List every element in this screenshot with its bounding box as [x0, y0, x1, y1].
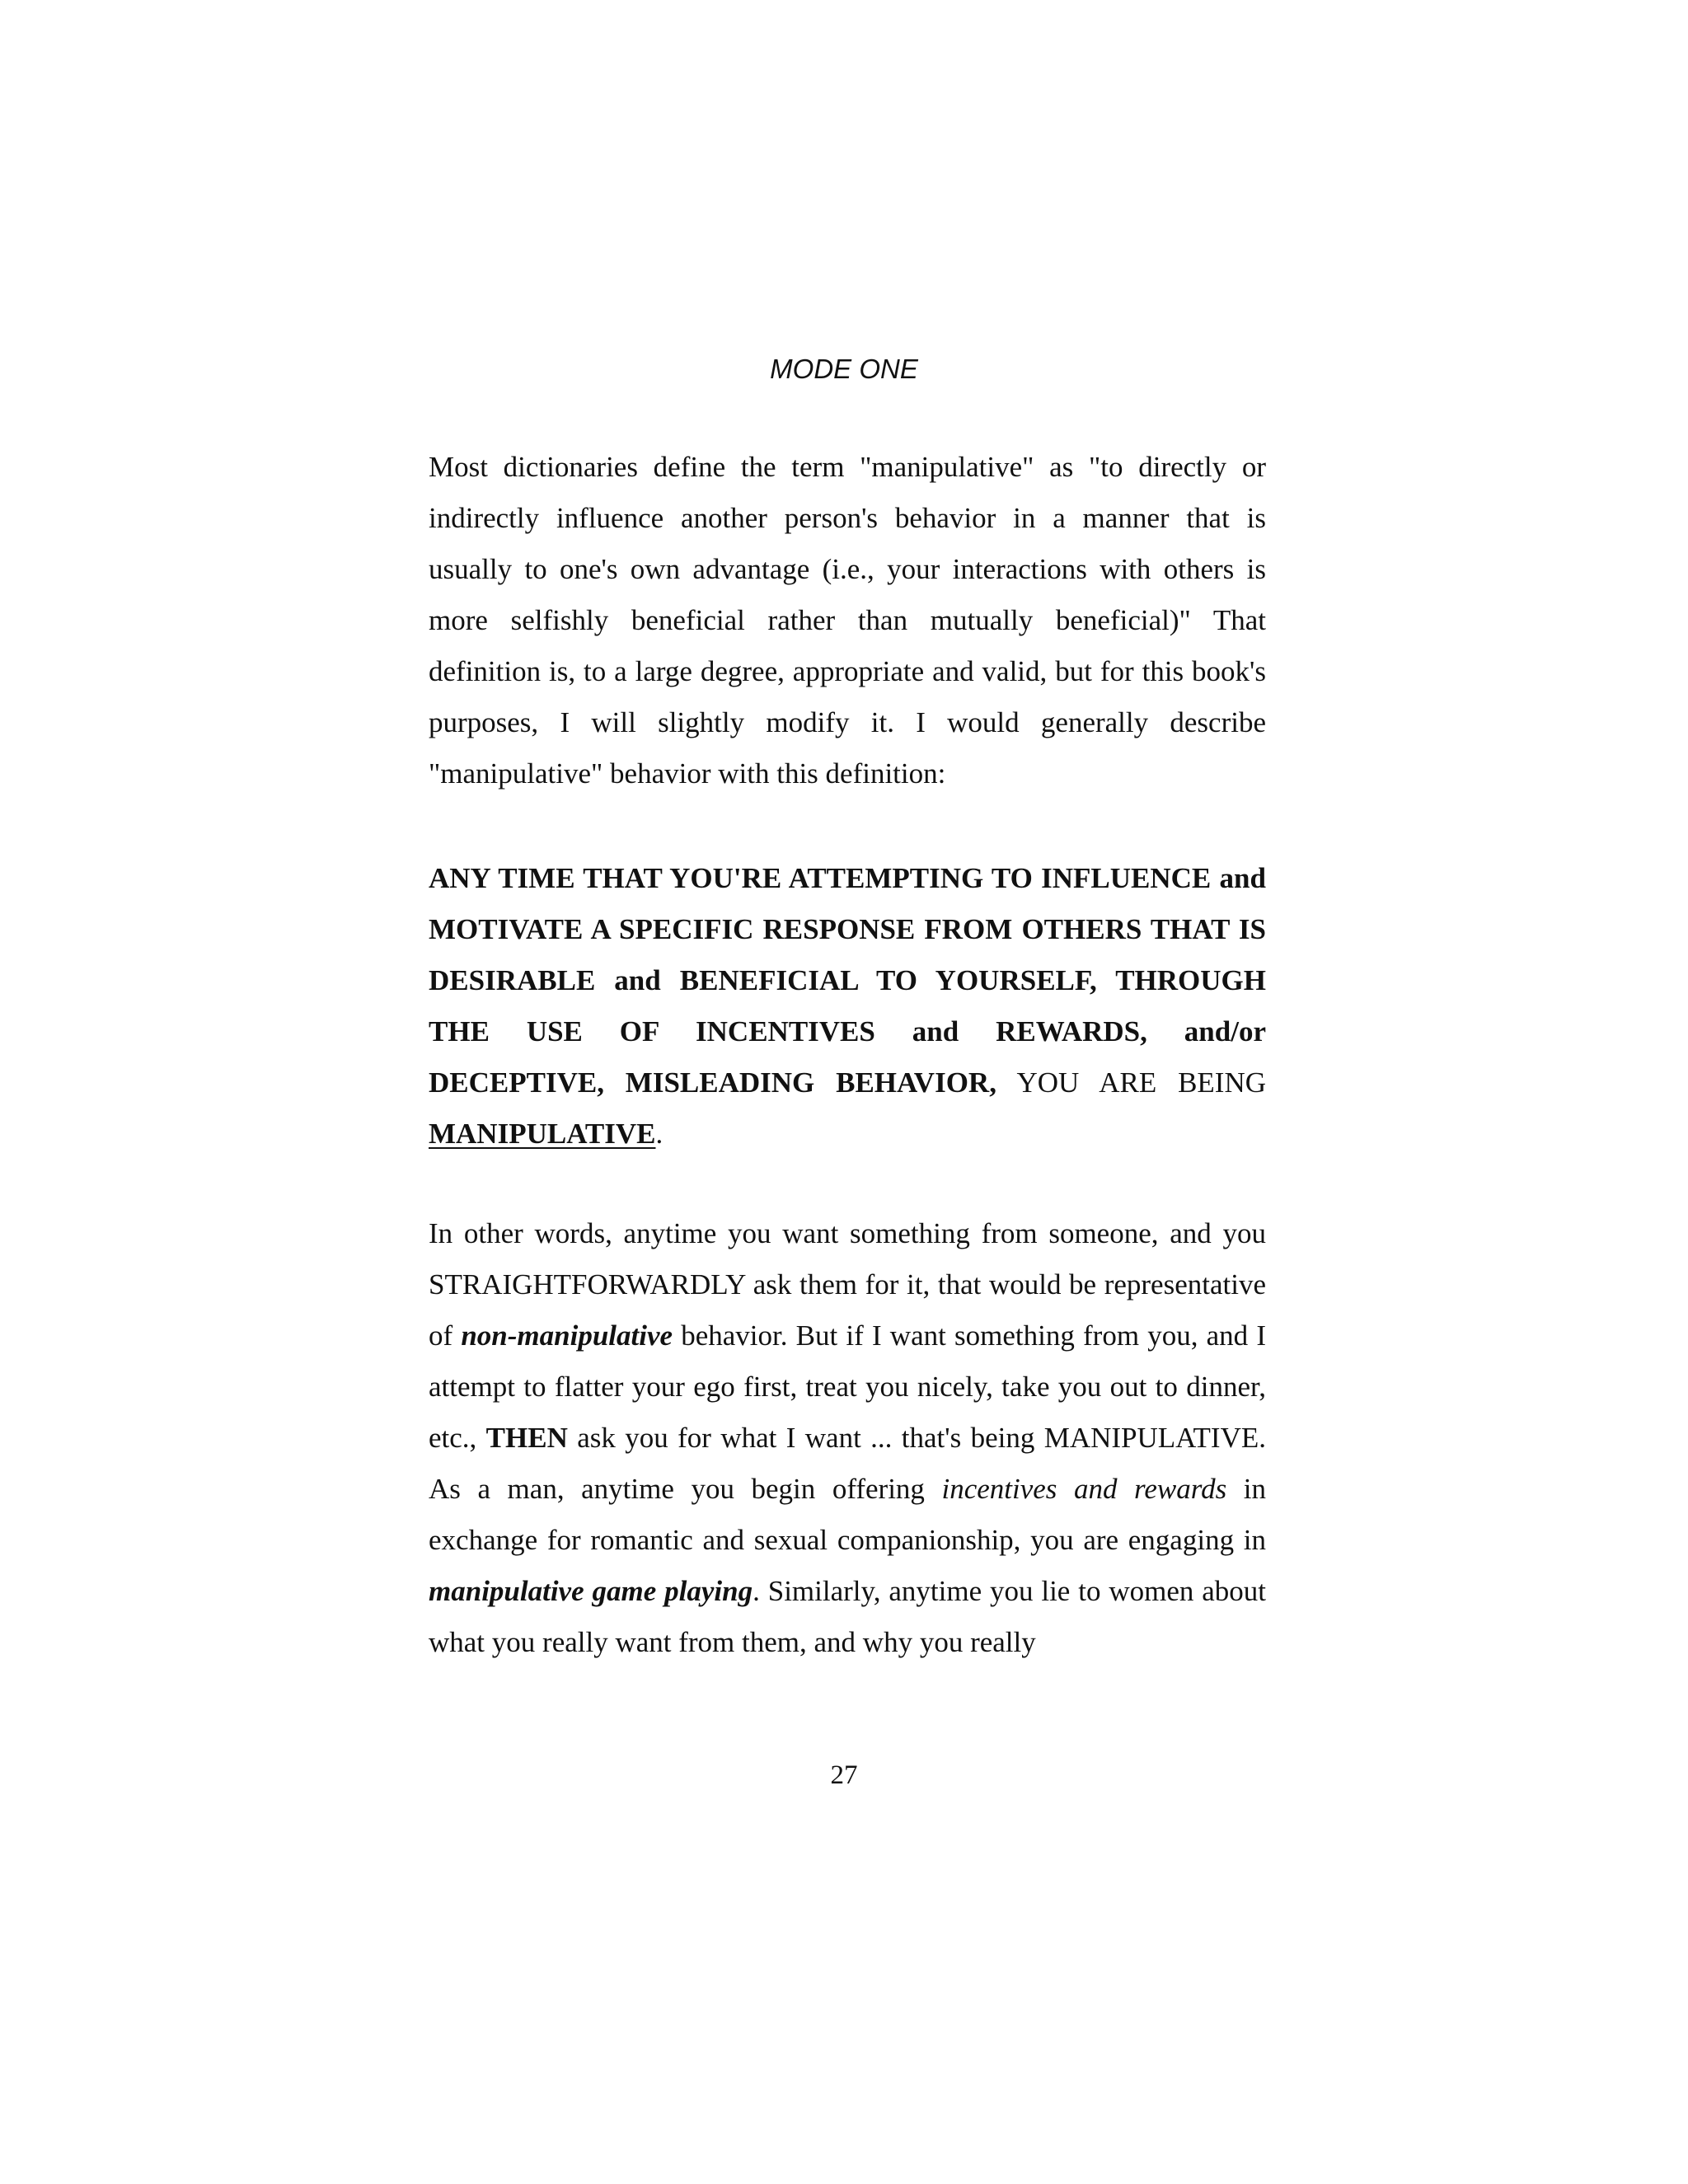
- emphasis-then: THEN: [485, 1422, 568, 1454]
- paragraph-in-other-words: [429, 1208, 1266, 1668]
- text-run: In other words, anytime you want something from someone, and you STRAIGHTFORWARDLY ask them for it, that would be representative of: [429, 1217, 1266, 1352]
- definition-end-punctuation: .: [655, 1118, 663, 1150]
- emphasis-incentives-and-rewards: incentives and rewards: [941, 1473, 1227, 1505]
- definition-plain-text: YOU ARE BEING: [996, 1066, 1267, 1099]
- emphasis-manipulative-game-playing: manipulative game playing: [429, 1575, 753, 1607]
- text-run: in exchange for romantic and sexual companionship, you are engaging in: [429, 1473, 1266, 1556]
- paragraph-text: Most dictionaries define the term "manipulative" as "to directly or indirectly influence another person's behavior in a manner that is usually to one's own advantage (i.e., your interactions with others is more selfishly beneficial rather than mutually beneficial)" That definition is, to a large degree, appropriate and valid, but for this book's purposes, I will slightly modify it. I would generally describe "manipulative" behavior with this definition:: [429, 451, 1266, 790]
- paragraph-manipulative-definition: [429, 853, 1266, 1160]
- text-run: . Similarly, anytime you lie to women about what you really want from them, and why you really: [429, 1575, 1267, 1658]
- text-run: behavior. But if I want something from you, and I attempt to flatter your ego first, treat you nicely, take you out to dinner, etc.,: [429, 1319, 1267, 1454]
- definition-bold-text: ANY TIME THAT YOU'RE ATTEMPTING TO INFLUENCE and MOTIVATE A SPECIFIC RESPONSE FROM OTHERS THAT IS DESIRABLE and BENEFICIAL TO YOURSELF, THROUGH THE USE OF INCENTIVES and REWARDS, and/or DECEPTIVE, MISLEADING BEHAVIOR,: [429, 862, 1266, 1099]
- page-number: 27: [830, 1760, 858, 1790]
- text-run: ask you for what I want ... that's being MANIPULATIVE. As a man, anytime you begin offering: [429, 1422, 1266, 1505]
- manipulative-underlined: MANIPULATIVE: [429, 1118, 656, 1150]
- emphasis-non-manipulative: non-manipulative: [461, 1319, 673, 1352]
- paragraph-definition-intro: [429, 442, 1266, 799]
- running-head: MODE ONE: [770, 354, 918, 384]
